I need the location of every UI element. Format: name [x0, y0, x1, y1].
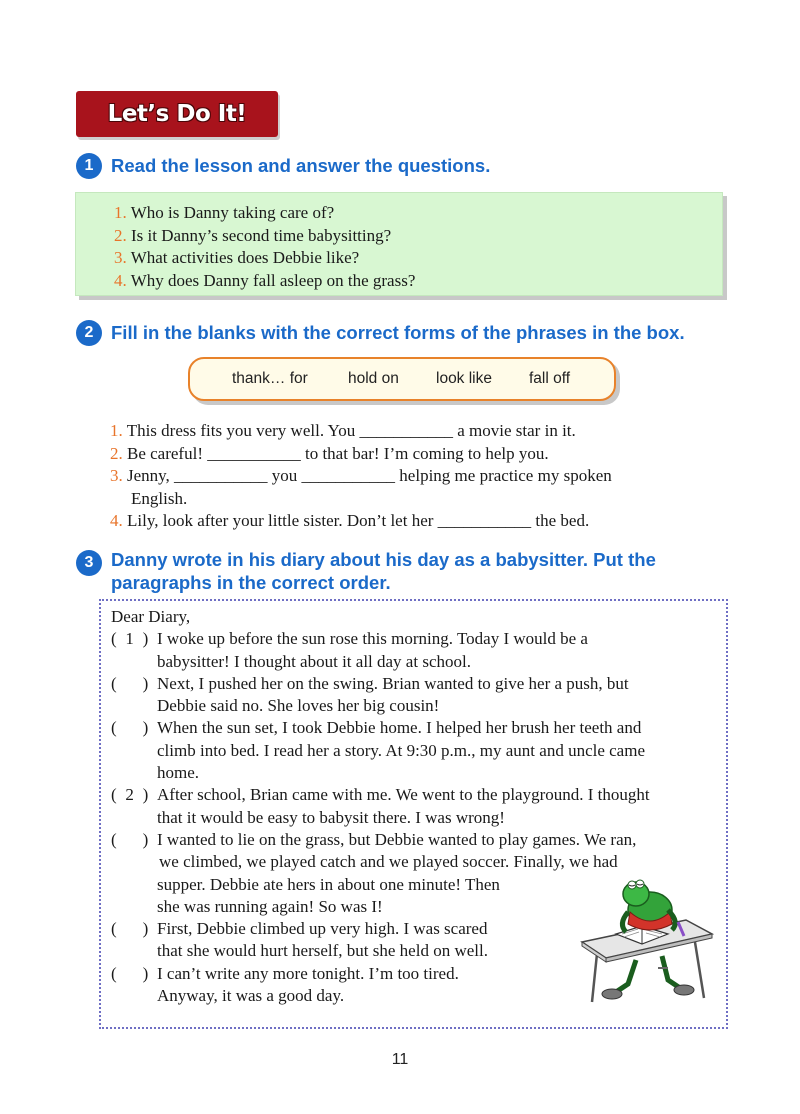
diary-line: Debbie said no. She loves her big cousin!	[157, 696, 440, 716]
diary-line: that she would hurt herself, but she held on well.	[157, 941, 488, 961]
diary-line: Anyway, it was a good day.	[157, 986, 345, 1006]
diary-line: she was running again! So was I!	[157, 896, 383, 916]
question-item: 1. Who is Danny taking care of?	[114, 203, 335, 222]
diary-line: that it would be easy to babysit there. I was wrong!	[157, 807, 505, 827]
phrase-item: hold on	[348, 370, 399, 387]
section-title: Fill in the blanks with the correct forms of the phrases in the box.	[111, 322, 685, 343]
phrase-item: thank… for	[232, 370, 308, 387]
diary-paragraph: ( ) When the sun set, I took Debbie home. I helped her brush her teeth and	[111, 718, 642, 738]
diary-paragraph: ( ) Next, I pushed her on the swing. Brian wanted to give her a push, but	[111, 673, 629, 693]
diary-greeting: Dear Diary,	[111, 607, 191, 626]
question-item: 2. Is it Danny’s second time babysitting?	[114, 225, 392, 245]
sleeping-frog-illustration	[576, 872, 716, 1008]
question-item: 4. Why does Danny fall asleep on the grass?	[114, 270, 416, 290]
diary-line: climb into bed. I read her a story. At 9:30 p.m., my aunt and uncle came	[157, 740, 645, 760]
answer-blank[interactable]: 2	[125, 785, 134, 805]
question-list	[114, 202, 415, 292]
fill-in-continuation: English.	[131, 488, 188, 508]
section-number-badge: 3	[76, 550, 102, 576]
lets-do-it-banner	[76, 91, 278, 137]
diary-line: supper. Debbie ate hers in about one minute! Then	[157, 874, 500, 894]
diary-paragraph: ( 2 ) After school, Brian came with me. We went to the playground. I thought	[111, 784, 721, 806]
diary-paragraph: ( ) I wanted to lie on the grass, but Debbie wanted to play games. We ran,	[111, 829, 637, 849]
section-title: Danny wrote in his diary about his day as a babysitter. Put the paragraphs in the correct order.	[111, 549, 656, 593]
fill-in-item: 2. Be careful! ___________ to that bar! I’m coming to help you.	[110, 443, 549, 463]
section-title: Read the lesson and answer the questions.	[111, 155, 491, 176]
diary-line: we climbed, we played catch and we played soccer. Finally, we had	[159, 852, 618, 872]
fill-in-item: 1. This dress fits you very well. You ___________ a movie star in it.	[110, 421, 576, 440]
question-item: 3. What activities does Debbie like?	[114, 248, 360, 267]
diary-paragraph: ( ) I can’t write any more tonight. I’m too tired.	[111, 963, 459, 983]
diary-paragraph: ( 1 ) I woke up before the sun rose this morning. Today I would be a	[111, 628, 721, 650]
fill-in-item: 4. Lily, look after your little sister. Don’t let her ___________ the bed.	[110, 511, 590, 530]
page-number: 11	[391, 1051, 409, 1068]
diary-line: babysitter! I thought about it all day at school.	[157, 651, 471, 671]
phrase-item: fall off	[529, 370, 571, 387]
fill-in-list	[110, 420, 730, 533]
diary-line: home.	[157, 763, 200, 783]
section-2-heading	[76, 318, 685, 346]
fill-in-item: 3. Jenny, ___________ you ___________ helping me practice my spoken	[110, 466, 612, 485]
banner-title: Let’s Do It!	[107, 101, 247, 127]
section-3-heading	[76, 548, 656, 594]
phrase-item: look like	[436, 370, 492, 387]
diary-paragraph: ( ) First, Debbie climbed up very high. I was scared	[111, 919, 488, 939]
section-1-heading	[76, 151, 490, 179]
section-number-badge: 2	[76, 320, 102, 346]
answer-blank[interactable]: 1	[125, 629, 134, 649]
section-number-badge: 1	[76, 153, 102, 179]
